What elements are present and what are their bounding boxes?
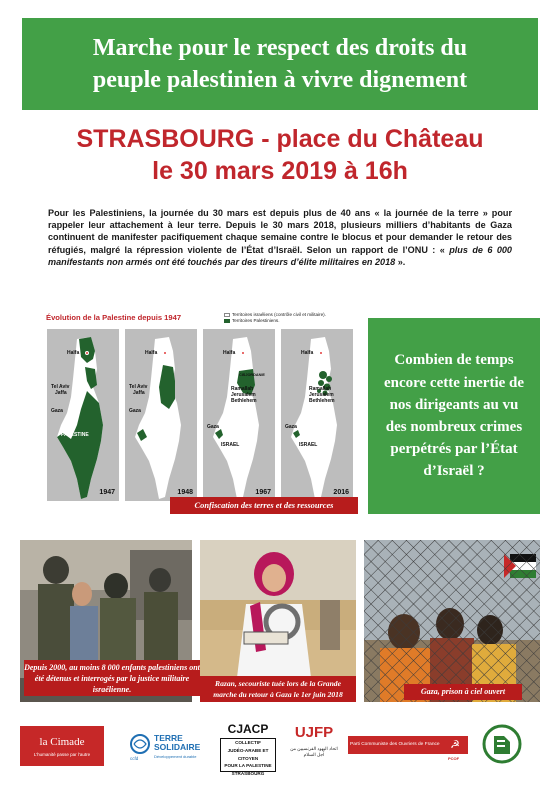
partner-logos <box>0 718 560 778</box>
page-title <box>93 32 467 96</box>
map-2016-israel: ISRAEL <box>299 442 318 448</box>
map-1967 <box>202 328 276 502</box>
terre-line2: SOLIDAIRE <box>154 742 201 752</box>
map-1967-ramallah: Ramallah <box>231 386 254 392</box>
photo2-caption-line2: marche du retour à Gaza le 1er juin 2018 <box>213 690 343 699</box>
terre-tagline: Développement durable <box>154 754 197 759</box>
map-2016 <box>280 328 354 502</box>
map-1947-haifa: Haïfa <box>67 350 80 356</box>
pcof-short: PCOF <box>448 756 460 761</box>
map-1947 <box>46 328 120 502</box>
cjacp-text <box>220 738 276 777</box>
legend-swatch-green <box>224 319 230 323</box>
map-1947-year: 1947 <box>99 489 115 496</box>
map-1948 <box>124 328 198 502</box>
map-1948-gaza: Gaza <box>129 408 141 414</box>
map-1947-shape <box>47 329 120 502</box>
logo-cjacp <box>220 722 276 777</box>
question-text: Combien de temps encore cette inertie de nos dirigeants au vu des nombreux crimes perpétrés par l’État d’Israël ? <box>383 352 525 480</box>
legend-palestine-label: Territoires Palestiniens. <box>232 318 280 323</box>
map-1967-cisjordanie: CISJORDANIE <box>239 373 265 377</box>
cjacp-line4: STRASBOURG <box>231 771 265 777</box>
intro-end: ». <box>395 256 406 267</box>
ccfd-label: ccfd <box>130 756 139 761</box>
map-2016-haifa: Haïfa <box>301 350 314 356</box>
map-1967-haifa: Haïfa <box>223 350 236 356</box>
map-1948-shape <box>125 329 198 502</box>
map-2016-year: 2016 <box>333 489 349 496</box>
title-line-1: Marche pour le respect des droits du <box>92 35 468 61</box>
city-dot <box>163 351 167 355</box>
map-2016-jerusalem: Jerusalem <box>309 392 334 398</box>
map-1967-israel: ISRAEL <box>221 442 240 448</box>
intro-text: Pour les Palestiniens, la journée du 30 mars est depuis plus de 40 ans « la journée de la terre » pour rappeler leur attachement à leur terre. Depuis le 30 mars 2018, plusieurs milliers d’habitants de Gaza continuent de manifester pacifiquement chaque semaine contre le blocus et pour demander le retour des réfugiés, malgré la répression violente de l’État d’Israël. Selon un rapport de l’ONU : « <box>48 208 512 255</box>
city-dot <box>241 351 245 355</box>
map-1947-telaviv: Tel Aviv <box>51 384 70 390</box>
map-1948-haifa: Haïfa <box>145 350 158 356</box>
ccfd-globe-icon <box>130 734 150 754</box>
map-2016-bethlehem: Bethlehem <box>309 398 335 404</box>
map-1947-jaffa: Jaffa <box>55 390 67 396</box>
emblem-badge-icon <box>482 724 522 764</box>
legend-israel-label: Territoires israéliens (contrôle civil et militaire). <box>232 312 326 317</box>
intro-paragraph <box>48 207 512 268</box>
map-1967-gaza: Gaza <box>207 424 219 430</box>
cjacp-line2: JUDÉO-ARABE ET CITOYEN <box>227 747 269 761</box>
cjacp-line1: COLLECTIF <box>235 740 261 745</box>
cjacp-name: CJACP <box>227 722 269 736</box>
logo-ccfd-terre-solidaire <box>130 732 208 768</box>
title-line-2: peuple palestinien à vivre dignement <box>92 67 468 93</box>
photo3-caption: Gaza, prison à ciel ouvert <box>404 684 522 700</box>
question-box <box>368 318 540 514</box>
map-1967-jerusalem: Jerusalem <box>231 392 256 398</box>
maps-legend <box>224 312 326 324</box>
pcof-name: Parti Communiste des Ouvriers de France <box>350 742 440 747</box>
palestine-maps <box>46 328 356 504</box>
map-1947-palestine: PALESTINE <box>61 432 89 438</box>
map-1948-jaffa: Jaffa <box>133 390 145 396</box>
photo2-caption <box>200 676 356 702</box>
map-1947-gaza: Gaza <box>51 408 63 414</box>
map-1948-year: 1948 <box>177 489 193 496</box>
ujfp-subtitle: اتحاد اليهود الفرنسيين من أجل السلام <box>290 746 338 757</box>
event-location: STRASBOURG - place du Château <box>76 125 484 153</box>
maps-title: Évolution de la Palestine depuis 1947 <box>46 313 182 322</box>
map-1967-shape <box>203 329 276 502</box>
terre-solidaire-text <box>154 734 200 752</box>
maps-caption: Confiscation des terres et des ressources <box>170 497 358 514</box>
pcof-hammer-sickle-icon: ☭ <box>450 739 460 751</box>
ujfp-name: UJFP <box>294 724 334 741</box>
legend-palestine <box>224 318 326 324</box>
logo-green-emblem <box>482 724 522 764</box>
city-dot <box>319 351 323 355</box>
photo2-caption-line1: Razan, secouriste tuée lors de la Grande <box>215 679 341 688</box>
map-2016-gaza: Gaza <box>285 424 297 430</box>
cjacp-line3: POUR LA PALESTINE <box>224 763 272 769</box>
map-2016-shape <box>281 329 354 502</box>
cimade-name: la Cimade <box>39 736 85 748</box>
intro-quote: plus de 6 000 manifestants non armés ont été touchés par des tireurs d’élite militaires en 2018 <box>48 244 512 267</box>
map-1967-bethlehem: Bethlehem <box>231 398 257 404</box>
terre-line1: TERRE <box>154 733 183 743</box>
photo1-caption: Depuis 2000, au moins 8 000 enfants palestiniens ont été détenus et interrogés par la justice militaire israélienne. <box>24 660 200 696</box>
logo-ujfp <box>286 724 342 768</box>
photo-gaza-fence <box>364 540 540 702</box>
map-1967-year: 1967 <box>255 489 271 496</box>
map-1948-telaviv: Tel Aviv <box>129 384 148 390</box>
cimade-tagline: L’humanité passe par l’autre <box>33 752 91 757</box>
event-date: le 30 mars 2019 à 16h <box>152 157 408 185</box>
legend-swatch-white <box>224 313 230 317</box>
city-dot <box>85 351 89 355</box>
photo-gaza-fence-image <box>364 540 540 702</box>
logo-cimade <box>20 726 104 766</box>
map-2016-ramallah: Ramallah <box>309 386 332 392</box>
title-banner <box>22 18 538 110</box>
